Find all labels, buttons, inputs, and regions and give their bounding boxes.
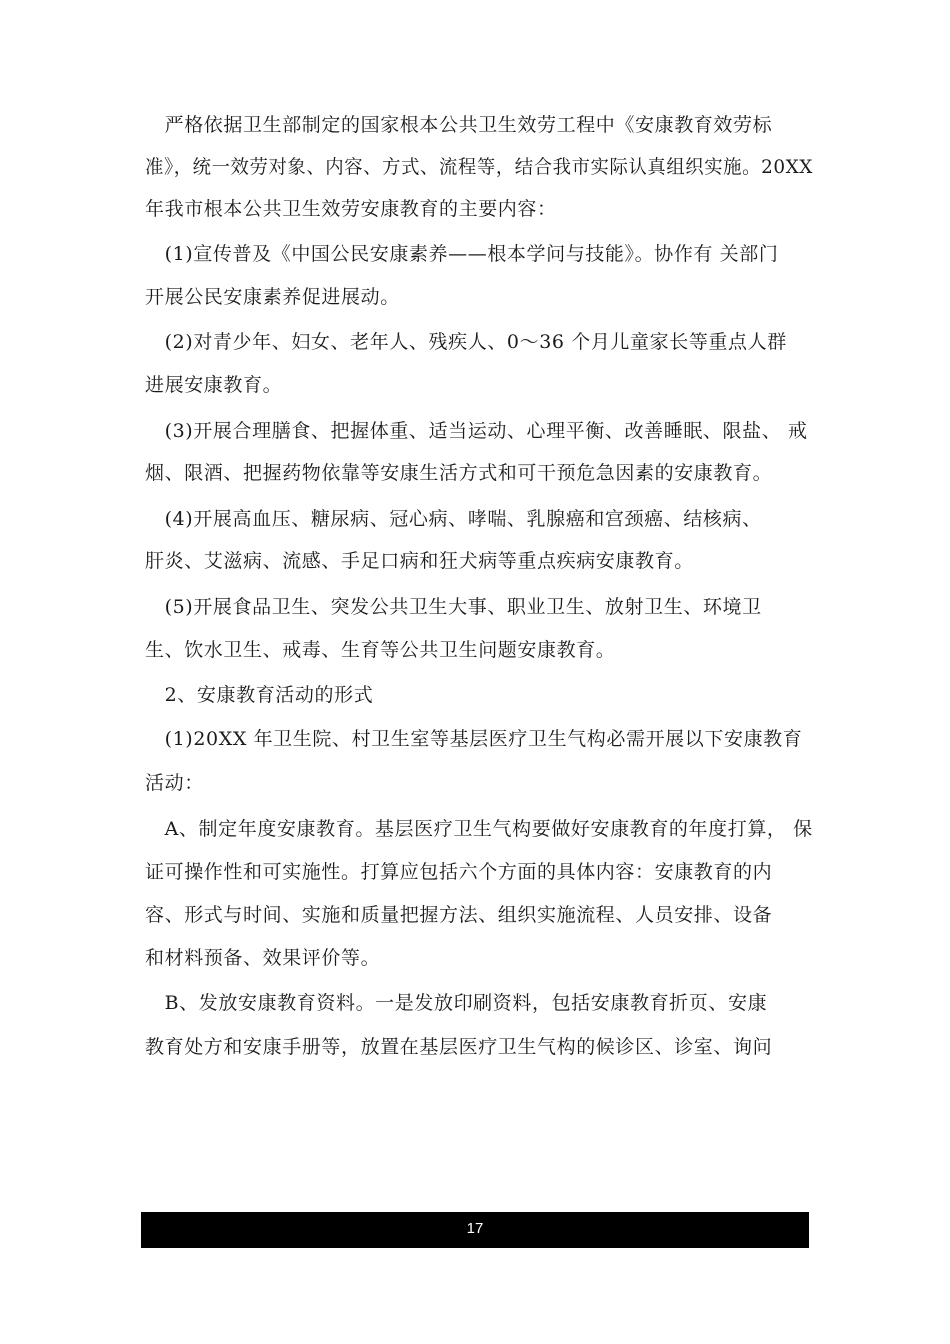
text-line: 进展安康教育。 <box>145 374 283 396</box>
text-line: 容、形式与时间、实施和质量把握方法、组织实施流程、人员安排、设备 <box>145 904 773 926</box>
text-line: 严格依据卫生部制定的国家根本公共卫生效劳工程中《安康教育效劳标 <box>145 114 773 136</box>
page-number: 17 <box>466 1220 484 1237</box>
text-line: (3)开展合理膳食、把握体重、适当运动、心理平衡、改善睡眠、限盐、 戒 <box>145 420 808 442</box>
text-line: (1)20XX 年卫生院、村卫生室等基层医疗卫生气构必需开展以下安康教育 <box>145 728 803 750</box>
text-line: 开展公民安康素养促进展动。 <box>145 286 400 308</box>
text-line: 烟、限酒、把握药物依靠等安康生活方式和可干预危急因素的安康教育。 <box>145 462 773 484</box>
text-line: (4)开展高血压、糖尿病、冠心病、哮喘、乳腺癌和宫颈癌、结核病、 <box>145 508 762 530</box>
text-line: 教育处方和安康手册等，放置在基层医疗卫生气构的候诊区、诊室、询问 <box>145 1036 773 1058</box>
text-line: 和材料预备、效果评价等。 <box>145 947 381 969</box>
text-line: 年我市根本公共卫生效劳安康教育的主要内容： <box>145 198 557 220</box>
text-line: B、发放安康教育资料。一是发放印刷资料，包括安康教育折页、安康 <box>145 992 768 1014</box>
text-line: 证可操作性和可实施性。打算应包括六个方面的具体内容：安康教育的内 <box>145 861 773 883</box>
text-line: (5)开展食品卫生、突发公共卫生大事、职业卫生、放射卫生、环境卫 <box>145 596 762 618</box>
page-footer-bar <box>141 1212 809 1248</box>
text-line: 准》，统一效劳对象、内容、方式、流程等，结合我市实际认真组织实施。20XX <box>145 156 813 178</box>
text-line: 活动： <box>145 772 204 794</box>
text-line: 生、饮水卫生、戒毒、生育等公共卫生问题安康教育。 <box>145 639 616 661</box>
text-line: 肝炎、艾滋病、流感、手足口病和狂犬病等重点疾病安康教育。 <box>145 550 694 572</box>
text-line: A、制定年度安康教育。基层医疗卫生气构要做好安康教育的年度打算， 保 <box>145 818 813 840</box>
section-heading: 2、安康教育活动的形式 <box>145 684 374 706</box>
text-line: (1)宣传普及《中国公民安康素养——根本学问与技能》。协作有 关部门 <box>145 243 779 265</box>
text-line: (2)对青少年、妇女、老年人、残疾人、0～36 个月儿童家长等重点人群 <box>145 331 787 353</box>
